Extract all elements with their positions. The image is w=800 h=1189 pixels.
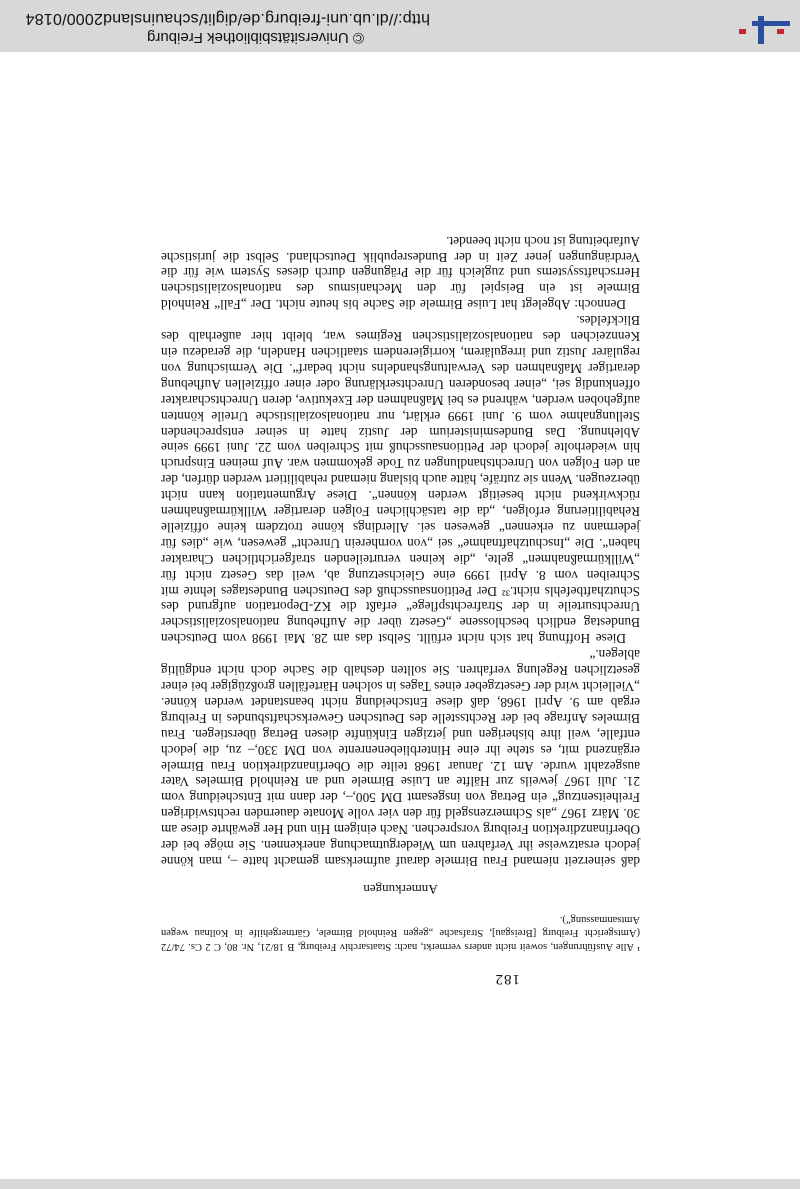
viewer-top-bar — [0, 1179, 800, 1189]
paragraph-3: Dennoch: Abgelegt hat Luise Birmele die Sache bis heute nicht. Der „Fall“ Reinhold Birmele ist ein Beispiel für den Mechanismus des nationalsozialistischen Herrschaftssystems und zugleich für die Prägungen durch dieses System wie für die Verdrängungen jener Zeit in der Bundesrepublik Deutschland. Selbst die juristische Aufarbeitung ist noch nicht beendet. — [161, 233, 640, 313]
paragraph-1: daß seinerzeit niemand Frau Birmele darauf aufmerksam gemacht hatte –, man könne jedoch ersatzweise ihr Verfahren um Wiedergutmachung anerkennen. Sie möge bei der Oberfinanzdirektion Freiburg vorsprechen. Nach einigem Hin und Her gewährte diese am 30. März 1967 „als Schmerzensgeld für den vier volle Monate dauernden rechtswidrigen Freiheitsentzug“ ein Betrag von insgesamt DM 500,–, der dann mit Entscheidung vom 21. Juli 1967 jeweils zur Hälfte an Luise Birmele und an Reinhold Birmeles Vater ausgezahlt wurde. Am 12. Januar 1968 teilte die Oberfinanzdirektion Frau Birmele ergänzend mit, es stehe ihr eine Hinterbliebenenrente von DM 330,– zu, die jedoch entfalle, weil ihre bisherigen und jetzigen Einkünfte diesen Betrag überstiegen. Frau Birmeles Anfrage bei der Rechtsstelle des Deutschen Gewerkschaftsbundes in Freiburg ergab am 9. April 1968, daß diese Entscheidung nicht beanstandet werden könne. „Vielleicht wird der Gesetzgeber eines Tages in solchen Härtefällen großzügiger bei einer gesetzlichen Regelung verfahren. Sie sollten deshalb die Sache doch nicht endgültig ablegen.“ — [161, 647, 640, 869]
copyright-notice: © Universitätsbibliothek Freiburg — [147, 29, 364, 46]
paragraph-2: Diese Hoffnung hat sich nicht erfüllt. Selbst das am 28. Mai 1998 vom Deutschen Bundestag endlich beschlossene „Gesetz über die Aufhebung nationalsozialistischer Unrechtsurteile in der Strafrechtspflege“ erfaßt die KZ-Deportation aufgrund des Schutzhaftbefehls nicht.³² Der Petitionsausschuß des Deutschen Bundestages lehnte mit Schreiben vom 8. April 1999 eine Gleichsetzung ab, weil das Gesetz nicht für „Willkürmaßnahmen“ gelte, „die keinen verurteilenden strafgerichtlichen Charakter haben“. Die „Inschutzhaftnahme“ sei „von vornherein Unrecht“ gewesen, wie „dies für jedermann zu erkennen“ gewesen sei. Allerdings könne trotzdem keine offizielle Rehabilitierung erfolgen, „da die tatsächlichen Folgen derartiger Willkürmaßnahmen rückwirkend nicht beseitigt werden können“. Diese Argumentation kann nicht überzeugen. Wenn sie zuträfe, hätte auch bislang niemand rehabilitiert werden dürfen, der an den Folgen von Unrechtshandlungen zu Tode gekommen war. Auf meinen Einspruch hin wiederholte jedoch der Petitionsausschuß mit Schreiben vom 22. Juni 1999 seine Ablehnung. Das Bundesministerium der Justiz hatte in seiner entsprechenden Stellungnahme vom 9. Juni 1999 erklärt, nur nationalsozialistische Urteile könnten aufgehoben werden, während es bei Maßnahmen der Exekutive, deren Unrechtscharakter offenkundig sei, „einer besonderen Unrechtserklärung oder einer offiziellen Aufhebung derartiger Maßnahmen des Verwaltungshandelns nicht bedarf“. Die Vermischung von regulärer Justiz und irregulärem, korrigierendem staatlichen Handeln, die geradezu ein Kennzeichen des nationalsozialistischen Regimes war, bleibt hier außerhalb des Blickfeldes. — [161, 313, 640, 647]
body-text — [161, 233, 640, 869]
library-footer-bar — [0, 0, 800, 52]
footnote: ¹ Alle Ausführungen, soweit nicht anders vermerkt, nach: Staatsarchiv Freiburg, B 18/21, Nr. 80, C 2 Cs. 74/72 (Amtsgericht Freiburg [Breisgau], Strafsache „gegen Reinhold Birmele, Gärtnergehilfe in Kollnau wegen Amtsanmassung“). — [161, 914, 640, 952]
page-number: 182 — [494, 971, 520, 987]
ub-freiburg-logo-icon — [740, 0, 800, 52]
permalink-url[interactable]: http://dl.ub.uni-freiburg.de/diglit/schauinsland2000/0184 — [25, 10, 430, 27]
section-heading: Anmerkungen — [363, 882, 438, 897]
